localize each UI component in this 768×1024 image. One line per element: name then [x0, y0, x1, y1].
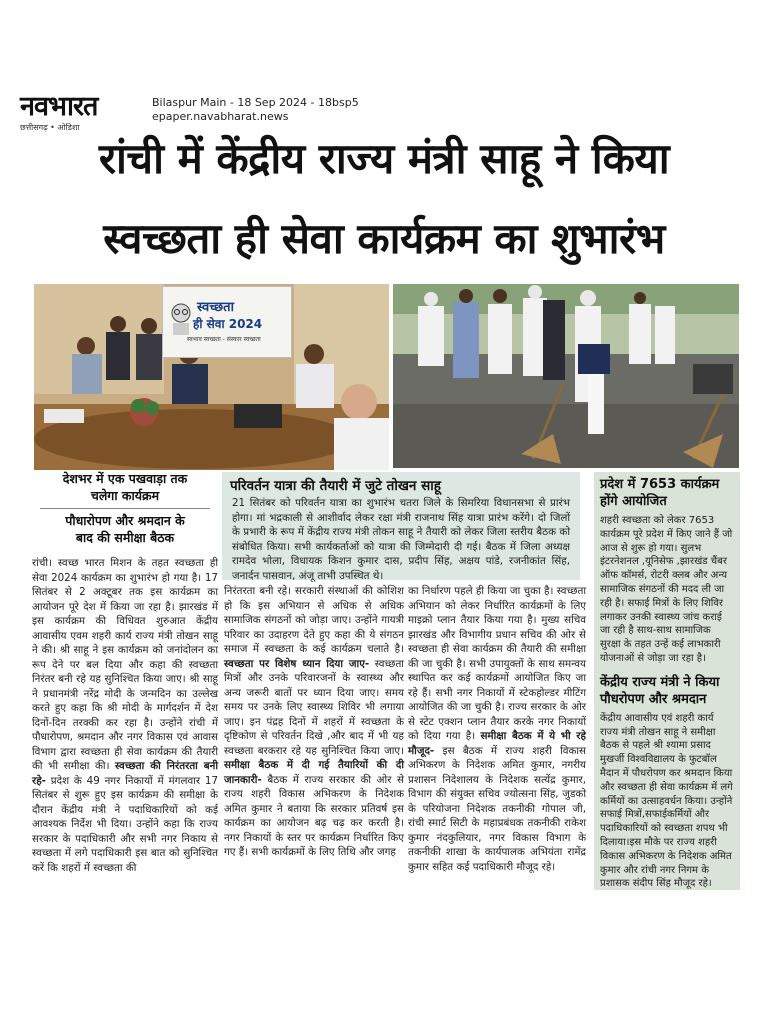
sidebar-title-2: केंद्रीय राज्य मंत्री ने किया पौधरोपण और श्रमदान: [600, 674, 720, 707]
middle-column-text: [224, 584, 404, 860]
masthead-logo: [20, 92, 140, 133]
left-paragraph-2: प्रदेश के 49 नगर निकायों में मंगलवार 17 सितंबर से शुरू हुए इस कार्यक्रम की समीक्षा के दौरान केंद्रीय मंत्री ने पदाधिकारियों को कई आवश्यक निर्देश भी दिया। उन्होंने कहा कि राज्य सरकार के पदाधिकारी और सभी नगर निकाय से स्वच्छता में लगे पदाधिकारी इस बात को सुनिश्चित करें कि शहरों में स्वच्छता की: [32, 774, 218, 874]
sidebar-body-1: शहरी स्वच्छता को लेकर 7653 कार्यक्रम पूरे प्रदेश में किए जाने हैं जो आज से शुरू हो गया। सुलभ इंटरनेशनल ,यूनिसेफ ,झारखंड चैंबर ऑफ कॉमर्स, रोटरी क्लब और अन्य सामाजिक संगठनों की मदद ली जा रही है। सफाई मित्रों के लिए शिविर लगाकर उनकी स्वास्थ्य जांच कराई जा रही है साथ-साथ सामाजिक सुरक्षा के तहत उन्हें कई लाभकारी योजनाओं से जोड़ा जा रहा है।: [600, 515, 733, 664]
banner-title: स्वच्छता: [197, 300, 234, 315]
right-column-text: [408, 584, 586, 874]
left-subhead-line-1: देशभर में एक पखवाड़ा तक: [62, 471, 188, 486]
left-subhead-line-4: बाद की समीक्षा बैठक: [75, 530, 175, 545]
mid-paragraph-1: निरंतरता बनी रहे। सरकारी संस्थाओं की कोशिश हो कि इस अभियान से अधिक से अधिक सामाजिक संगठनों को जोड़ा जाए। उन्होंने गायत्री परिवार का उदाहरण देते हुए कहा की ये संगठन समाज में स्वच्छता के कई कार्यक्रम चलाते है।: [224, 585, 404, 655]
mid-paragraph-2: स्वच्छता मित्रों और उनके परिवारजनों के स्वास्थ्य और अन्य जरूरी बातों पर ध्यान दिया जाए। समय समय पर उनके लिए स्वास्थ्य शिविर भी लगाया जाए। इन पंद्रह दिनों में शहरों में स्वच्छता के दृष्टिकोण से परिवर्तन दिखे ,और बाद में भी यह स्वच्छता बरकरार रहे यह सुनिश्चित किया जाए।: [224, 657, 404, 757]
left-subhead-line-3: पौधारोपण और श्रमदान के: [65, 513, 185, 528]
logo-subtitle: छत्तीसगढ़ • ओडिशा: [20, 123, 80, 132]
left-paragraph-1: रांची। स्वच्छ भारत मिशन के तहत स्वच्छता ही सेवा 2024 कार्यक्रम का शुभारंभ हो गया है। 17 सितंबर से 2 अक्टूबर तक इस कार्यक्रम का आयोजन पूरे देश में किया जा रहा है। झारखंड में इस कार्यक्रम की विधिवत शुरुआत केंद्रीय आवासीय एवम शहरी कार्य राज्य मंत्री तोखन साहू ने की। श्री साहू ने इस कार्यक्रम को जनांदोलन का रूप देने पर बल दिया और कहा की स्वच्छता निरंतर बनी रहे यह सुनिश्चित किया जाए। श्री साहू ने प्रधानमंत्री नरेंद्र मोदी के जन्मदिन का उल्लेख करते हुए कहा कि श्री मोदी के मार्गदर्शन में देश दिनों-दिन तरक्की कर रहा है। उन्होंने रांची में पौधारोपण, श्रमदान और नगर विकास एवं आवास विभाग द्वारा स्वच्छता ही सेवा कार्यक्रम की तैयारी की भी समीक्षा की।: [32, 557, 218, 772]
edition-line: Bilaspur Main - 18 Sep 2024 - 18bsp5: [152, 96, 359, 109]
left-subhead-2: [30, 512, 220, 546]
banner-subtitle: ही सेवा 2024: [193, 317, 263, 331]
parivartan-yatra-box: [222, 472, 580, 580]
edition-info: [152, 96, 359, 124]
logo-text: नवभारत: [20, 91, 98, 122]
mid-paragraph-2-head: स्वच्छता पर विशेष ध्यान दिया जाए-: [224, 657, 370, 670]
sidebar-title-1: प्रदेश में 7653 कार्यक्रम होंगे आयोजित: [600, 477, 720, 509]
right-paragraph-1: का निर्धारण पहले ही किया जा चुका है। स्वच्छता अभियान को लेकर निर्धारित कार्यक्रमों के लिए माइक्रो प्लान तैयार किया गया है। मुख्य सचिव झारखंड और विभागीय प्रधान सचिव की ओर से स्वच्छता ही सेवा कार्यक्रम की तैयारी की समीक्षा की जा चुकी है। सभी उपायुक्तों के साथ समन्वय स्थापित कर कई कार्यक्रमों आयोजित किए जा रहे हैं। सभी नगर निकायों में स्टेकहोल्डर मीटिंग आयोजित की जा चुकी है। राज्य सरकार के ओर से स्टेट एक्शन प्लान तैयार करके नगर निकायों को दिया गया है।: [408, 585, 586, 742]
headline-line-2: स्वच्छता ही सेवा कार्यक्रम का शुभारंभ: [103, 214, 665, 263]
parivartan-yatra-body: 21 सितंबर को परिवर्तन यात्रा का शुभारंभ चतरा जिले के सिमरिया विधानसभा से प्रारंभ होगा। मां भद्रकाली से आशीर्वाद लेकर रक्षा मंत्री राजनाथ सिंह यात्रा प्रारंभ करेंगे। दो जिलों के प्रभारी के रूप में केंद्रीय राज्य मंत्री तोकन साहू ने तैयारी को लेकर जिला स्तरीय बैठक को संबोधित किया। सभी कार्यकर्ताओं को यात्रा की जिम्मेदारी दी गई। बैठक में जिला अध्यक्ष रामदेव भोला, विधायक किशन कुमार दास, प्रदीप सिंह, अक्षय पांडे, रजनीकांत सिंह, जनार्दन पासवान, अंजू ताभी उपस्थित थे।: [232, 497, 570, 582]
left-paragraph-2-head: स्वच्छता की निरंतरता बनी रहे-: [32, 760, 218, 787]
cleanup-photo: [393, 284, 739, 468]
left-subhead-1: [30, 470, 220, 504]
mid-paragraph-3: बैठक में राज्य सरकार की ओर से राज्य शहरी विकास अभिकरण के निदेशक अमित कुमार ने बताया कि सरकार प्रतिवर्ष इस कार्यक्रम का आयोजन बढ़ चढ़ कर करती है। नगर निकायों के स्तर पर कार्यक्रम निर्धारित किए गए हैं। सभी कार्यक्रमों के लिए तिथि और जगह: [224, 773, 404, 858]
left-divider: [40, 508, 210, 509]
gandhi-icon: [167, 301, 195, 337]
left-column-text: [32, 556, 218, 875]
mid-paragraph-3-head: समीक्षा बैठक में दी गई तैयारियों की दी जानकारी-: [224, 759, 404, 786]
site-url: epaper.navabharat.news: [152, 110, 289, 123]
right-paragraph-2-head: समीक्षा बैठक में ये भी रहे मौजूद-: [408, 730, 586, 757]
parivartan-yatra-title: परिवर्तन यात्रा की तैयारी में जुटे तोखन साहू: [230, 478, 441, 494]
sidebar-box: [594, 472, 740, 890]
left-subhead-line-2: चलेगा कार्यक्रम: [90, 488, 160, 503]
headline-line-1: रांची में केंद्रीय राज्य मंत्री साहू ने किया: [98, 134, 670, 183]
right-paragraph-2: इस बैठक में राज्य शहरी विकास अभिकरण के निदेशक अमित कुमार, नगरीय प्रशासन निदेशालय के निदेशक सत्येंद्र कुमार, विभाग की संयुक्त सचिव ज्योत्सना सिंह, जुडको के परियोजना निदेशक तकनीकी गोपाल जी, रांची स्मार्ट सिटी के महाप्रबंधक तकनीकी राकेश कुमार नंदकुलियार, नगर विकास विभाग के तकनीकी शाखा के कार्यपालक अभियंता रामेंद्र कुमार सहित कई पदाधिकारी मौजूद रहे।: [408, 744, 586, 873]
banner-tagline: स्वभाव स्वच्छता - संस्कार स्वच्छता: [187, 336, 261, 343]
event-banner: [162, 286, 292, 358]
cleanup-photo-art: [393, 284, 739, 468]
sidebar-body-2: केंद्रीय आवासीय एवं शहरी कार्य राज्य मंत्री तोखन साहू ने समीक्षा बैठक से पहले श्री श्यामा प्रसाद मुखर्जी विश्वविद्यालय के फुटबॉल मैदान में पौधरोपण कर श्रमदान किया और स्वच्छता ही सेवा कार्यक्रम में लगे कर्मियों का उत्साहवर्धन किया। उन्होंने सफाई मित्रों,सफाईकर्मियों और पदाधिकारियों को स्वच्छता शपथ भी दिलाया।इस मौके पर राज्य शहरी विकास अभिकरण के निदेशक अमित कुमार और रांची नगर निगम के प्रशासक संदीप सिंह मौजूद रहे।: [600, 712, 733, 890]
